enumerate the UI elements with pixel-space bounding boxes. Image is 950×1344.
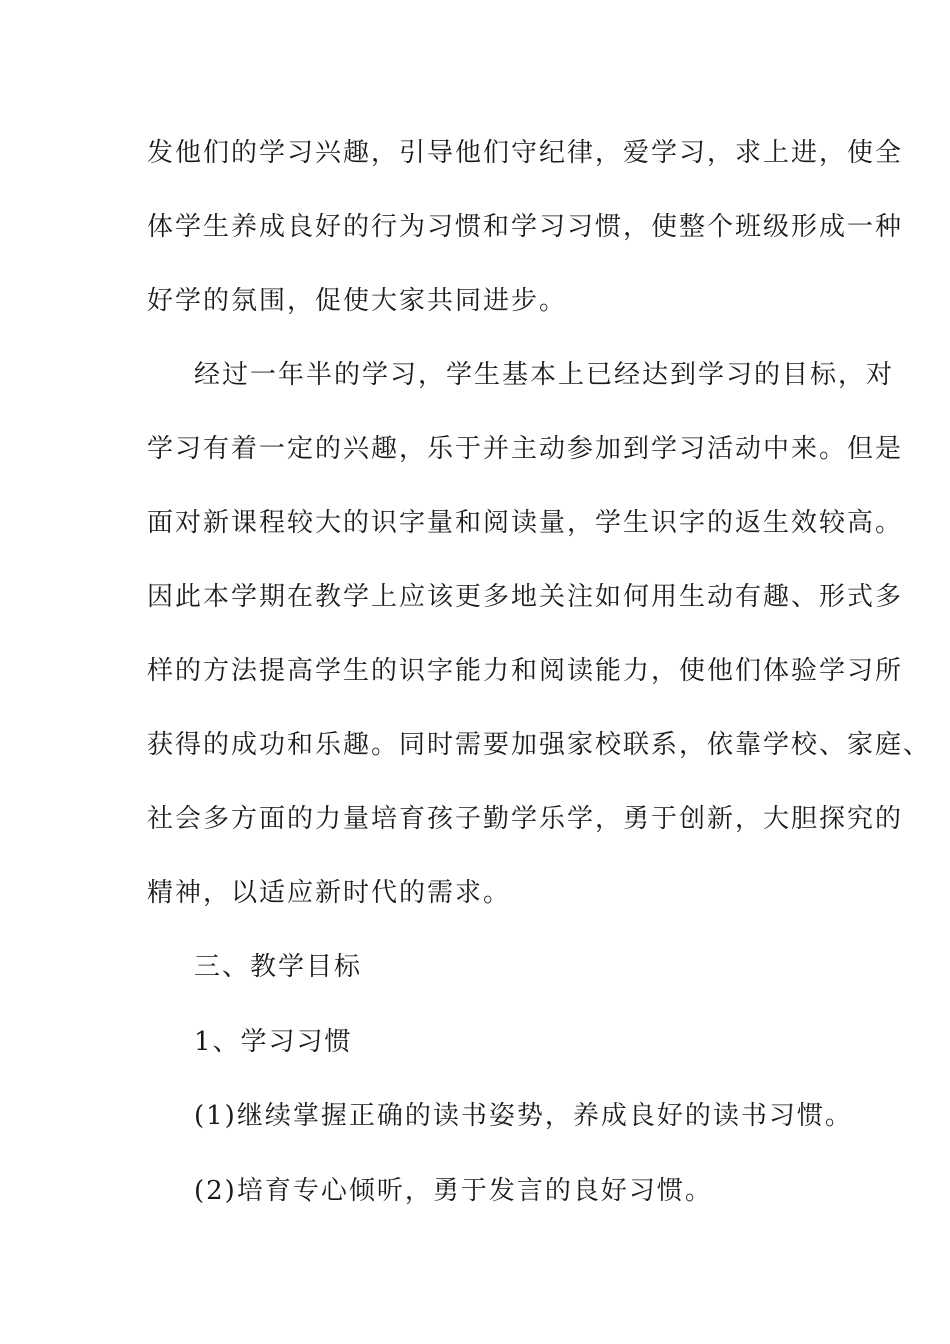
paragraph-line: 发他们的学习兴趣，引导他们守纪律，爱学习，求上进，使全 [147,138,904,168]
list-item: (1)继续掌握正确的读书姿势，养成良好的读书习惯。 [194,1101,853,1131]
paragraph-line: 获得的成功和乐趣。同时需要加强家校联系，依靠学校、家庭、 [147,730,932,760]
paragraph-line: 社会多方面的力量培育孩子勤学乐学，勇于创新，大胆探究的 [147,804,904,834]
paragraph-line: 精神，以适应新时代的需求。 [147,878,512,908]
paragraph-line: 样的方法提高学生的识字能力和阅读能力，使他们体验学习所 [147,656,904,686]
paragraph-line: 经过一年半的学习，学生基本上已经达到学习的目标，对 [194,360,895,390]
paragraph-line: 因此本学期在教学上应该更多地关注如何用生动有趣、形式多 [147,582,904,612]
paragraph-line: 学习有着一定的兴趣，乐于并主动参加到学习活动中来。但是 [147,434,904,464]
section-heading: 三、教学目标 [194,952,363,982]
paragraph-line: 面对新课程较大的识字量和阅读量，学生识字的返生效较高。 [147,508,904,538]
list-item: (2)培育专心倾听，勇于发言的良好习惯。 [194,1176,713,1206]
paragraph-line: 好学的氛围，促使大家共同进步。 [147,286,568,316]
subsection-heading: 1、学习习惯 [194,1027,353,1057]
paragraph-line: 体学生养成良好的行为习惯和学习习惯，使整个班级形成一种 [147,212,904,242]
